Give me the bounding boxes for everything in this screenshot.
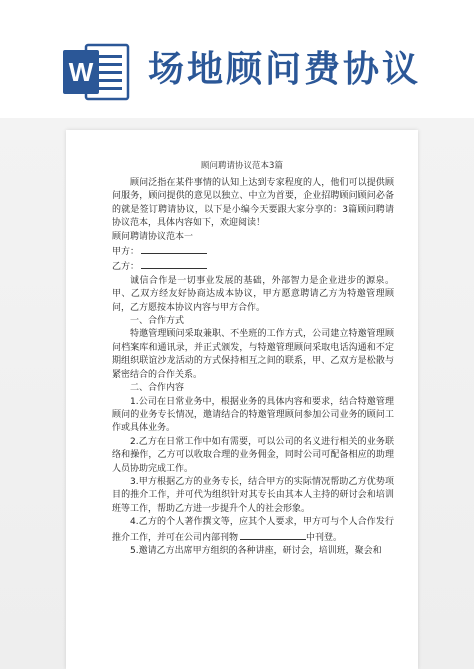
- banner: [0, 0, 474, 118]
- section-heading-2: 二、合作内容: [130, 383, 185, 394]
- item-4-suffix: 中刊登。: [306, 532, 343, 543]
- party-b-label: 乙方：: [112, 262, 140, 273]
- item-4: [112, 516, 394, 545]
- sub-title: 顾问聘请协议范本一: [112, 231, 194, 242]
- document-page: [66, 130, 418, 669]
- item-1: 1.公司在日常业务中，根据业务的具体内容和要求，结合特邀管理顾问的业务专长情况，邀请结合的特邀管理顾问参加公司业务的顾问工作或具体业务。: [112, 396, 394, 434]
- section-heading-1: 一、合作方式: [130, 316, 185, 327]
- party-b-line: [112, 259, 394, 274]
- party-a-line: [112, 244, 394, 259]
- party-a-label: 甲方：: [112, 247, 140, 258]
- item-4-text: 4.乙方的个人著作撰文等，应其个人要求，甲方可与个人合作发行推介工作，并可在公司内部刊物: [112, 517, 394, 543]
- party-b-blank: [141, 259, 207, 269]
- item-3: 3.甲方根据乙方的业务专长，结合甲方的实际情况帮助乙方优势项目的推介工作，并可代为组织针对其专长由其本人主持的研讨会和培训班等工作，帮助乙方进一步提升个人的社会形象。: [112, 476, 394, 514]
- document-title: 顾问聘请协议范本3篇: [201, 161, 283, 171]
- banner-title: 场地顾问费协议: [148, 49, 422, 90]
- trust-paragraph: 诚信合作是一切事业发展的基础，外部智力是企业进步的源泉。甲、乙双方经友好协商达成本协议，甲方愿意聘请乙方为特邀管理顾问，乙方愿按本协议内容与甲方合作。: [112, 275, 394, 313]
- item-2: 2.乙方在日常工作中如有需要，可以公司的名义进行相关的业务联络和操作，乙方可以收取合理的业务佣金，同时公司可配备相应的助理人员协助完成工作。: [112, 436, 394, 474]
- document-body: [112, 177, 394, 558]
- mode-paragraph: 特邀管理顾问采取兼职、不坐班的工作方式，公司建立特邀管理顾问档案库和通讯录，并正式颁发，与特邀管理顾问采取电话沟通和不定期组织联谊沙龙活动的方式保持相互之间的联系，甲、乙双方是松散与紧密结合的合作关系。: [112, 329, 394, 380]
- item-4-blank: [240, 530, 306, 540]
- item-5: 5.邀请乙方出席甲方组织的各种讲座，研讨会，培训班，聚会和: [130, 545, 382, 556]
- word-document-icon: [62, 43, 130, 101]
- party-a-blank: [141, 244, 207, 254]
- word-icon-letter: W: [68, 57, 94, 87]
- intro-paragraph: 顾问泛指在某件事情的认知上达到专家程度的人，他们可以提供顾问服务，顾问提供的意见以独立、中立为首要，企业招聘顾问顾问必备的就是签订聘请协议，以下是小编今天要跟大家分享的：3篇顾问聘请协议范本，具体内容如下，欢迎阅读！: [112, 178, 394, 229]
